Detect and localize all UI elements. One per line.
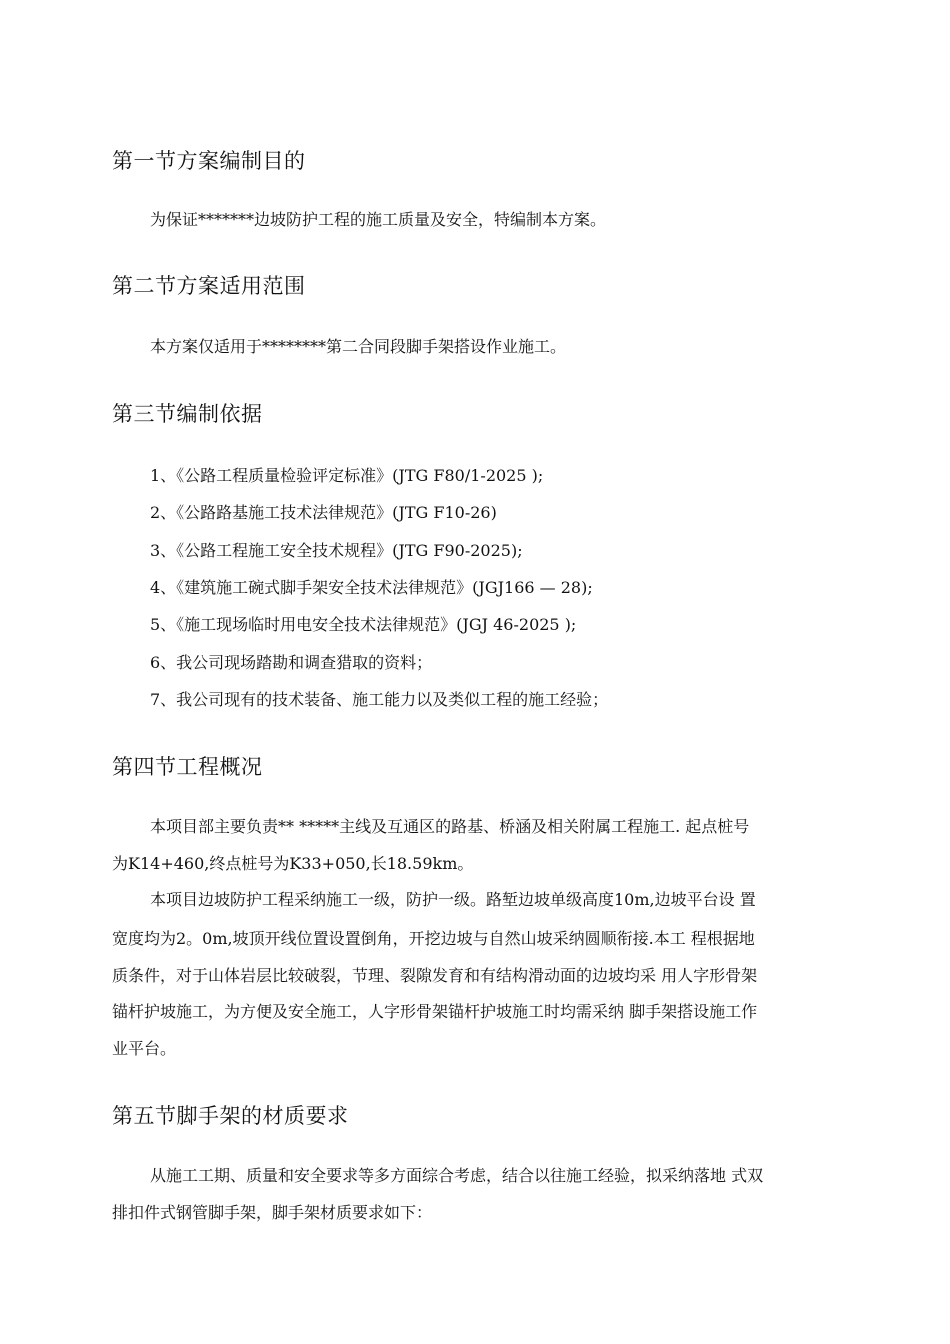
overview-line-1: 本项目部主要负责** *****主线及互通区的路基、桥涵及相关附属工程施工. 起点桩号 [150,817,750,836]
overview-line-3: 本项目边坡防护工程采纳施工一级，防护一级。路堑边坡单级高度10m,边坡平台设 置 [150,890,756,909]
material-line-1: 从施工工期、质量和安全要求等多方面综合考虑，结合以往施工经验，拟采纳落地 式双 [150,1166,764,1185]
overview-line-4: 宽度均为2。0m,坡顶开线位置设置倒角，开挖边坡与自然山坡采纳圆顺衔接.本工 程根据地 [112,929,755,948]
overview-line-6: 锚杆护坡施工，为方便及安全施工，人字形骨架锚杆护坡施工时均需采纳 脚手架搭设施工作 [112,1002,758,1021]
reference-item-4: 4、《建筑施工碗式脚手架安全技术法律规范》(JGJ166 — 28); [150,578,593,597]
reference-item-2: 2、《公路路基施工技术法律规范》(JTG F10-26) [150,503,497,522]
reference-item-7: 7、我公司现有的技术装备、施工能力以及类似工程的施工经验； [150,690,609,709]
overview-line-5: 质条件，对于山体岩层比较破裂，节理、裂隙发育和有结构滑动面的边坡均采 用人字形骨架 [112,966,758,985]
overview-line-7: 业平台。 [112,1039,177,1058]
reference-item-1: 1、《公路工程质量检验评定标准》(JTG F80/1-2025 ); [150,466,544,485]
section-2-paragraph: 本方案仅适用于********第二合同段脚手架搭设作业施工。 [150,337,567,356]
section-3-heading: 第三节编制依据 [112,402,263,426]
section-2-heading: 第二节方案适用范围 [112,274,306,298]
material-line-2: 排扣件式钢管脚手架，脚手架材质要求如下： [112,1203,433,1222]
section-4-heading: 第四节工程概况 [112,755,263,779]
overview-line-2: 为K14+460,终点桩号为K33+050,长18.59km。 [112,854,474,873]
reference-item-6: 6、我公司现场踏勘和调查猎取的资料； [150,653,433,672]
section-1-heading: 第一节方案编制目的 [112,149,306,173]
reference-item-3: 3、《公路工程施工安全技术规程》(JTG F90-2025); [150,541,523,560]
reference-item-5: 5、《施工现场临时用电安全技术法律规范》(JGJ 46-2025 ); [150,615,577,634]
section-1-paragraph: 为保证*******边坡防护工程的施工质量及安全，特编制本方案。 [150,210,607,229]
section-5-heading: 第五节脚手架的材质要求 [112,1104,349,1128]
